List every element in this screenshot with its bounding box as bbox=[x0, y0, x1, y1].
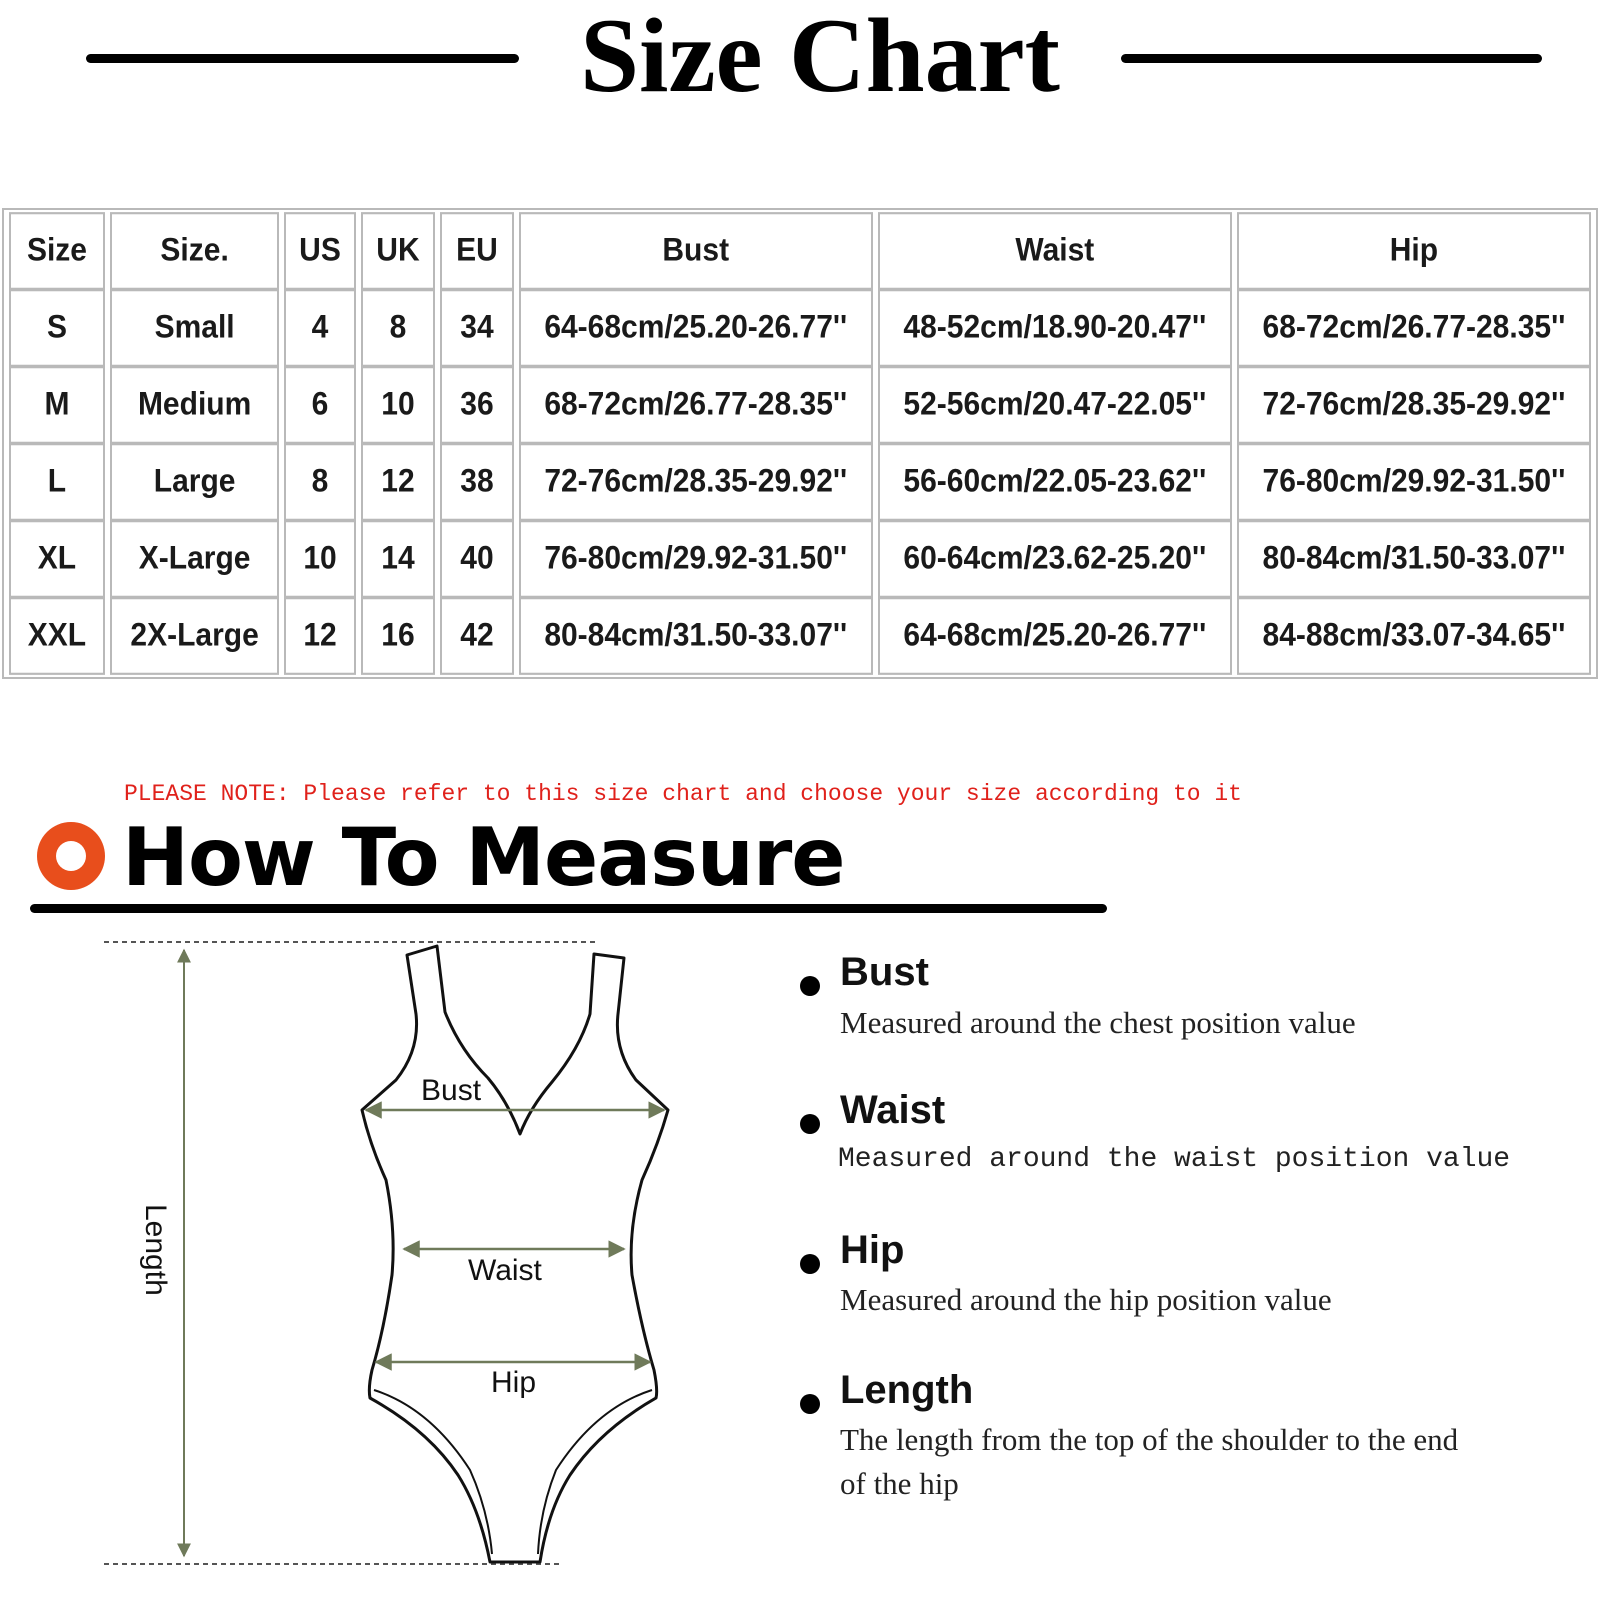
table-row bbox=[9, 600, 1591, 672]
table-cell: 80-84cm/31.50-33.07'' bbox=[1237, 520, 1591, 598]
bodysuit-illustration bbox=[0, 930, 760, 1600]
table-cell: 10 bbox=[284, 520, 355, 598]
ring-bullet-icon bbox=[37, 822, 105, 890]
table-cell: 68-72cm/26.77-28.35'' bbox=[519, 366, 873, 444]
table-cell: 52-56cm/20.47-22.05'' bbox=[878, 366, 1232, 444]
table-cell: 80-84cm/31.50-33.07'' bbox=[519, 597, 873, 675]
table-cell: 6 bbox=[284, 366, 355, 444]
bullet-icon bbox=[800, 1114, 820, 1134]
table-cell: 2X-Large bbox=[110, 597, 279, 675]
table-cell: 10 bbox=[361, 366, 435, 444]
table-cell: 12 bbox=[361, 443, 435, 521]
table-cell: X-Large bbox=[110, 520, 279, 598]
table-cell: 72-76cm/28.35-29.92'' bbox=[519, 443, 873, 521]
table-cell: M bbox=[9, 366, 105, 444]
left-leg-line bbox=[374, 1390, 492, 1554]
table-cell: Small bbox=[110, 289, 279, 367]
definition-term: Hip bbox=[840, 1228, 905, 1272]
bullet-icon bbox=[800, 1254, 820, 1274]
table-cell: 34 bbox=[440, 289, 513, 367]
table-row bbox=[9, 292, 1591, 364]
table-cell: 14 bbox=[361, 520, 435, 598]
header-eu: EU bbox=[440, 212, 513, 290]
definition-description: Measured around the waist position value bbox=[838, 1144, 1511, 1175]
table-header-row bbox=[9, 215, 1591, 287]
table-cell: 56-60cm/22.05-23.62'' bbox=[878, 443, 1232, 521]
table-cell: S bbox=[9, 289, 105, 367]
table-cell: 76-80cm/29.92-31.50'' bbox=[1237, 443, 1591, 521]
definition-term: Length bbox=[840, 1368, 974, 1412]
size-note: PLEASE NOTE: Please refer to this size chart and choose your size according to it bbox=[124, 781, 1242, 807]
measurement-diagram bbox=[0, 930, 760, 1600]
header-waist: Waist bbox=[878, 212, 1232, 290]
table-cell: 64-68cm/25.20-26.77'' bbox=[878, 597, 1232, 675]
diagram-label-length: Length bbox=[139, 1204, 172, 1296]
header-size: Size bbox=[9, 212, 105, 290]
table-cell: 84-88cm/33.07-34.65'' bbox=[1237, 597, 1591, 675]
definition-description: The length from the top of the shoulder to the end of the hip bbox=[840, 1422, 1459, 1501]
table-cell: 76-80cm/29.92-31.50'' bbox=[519, 520, 873, 598]
title-rule-right bbox=[1121, 54, 1542, 63]
table-cell: 48-52cm/18.90-20.47'' bbox=[878, 289, 1232, 367]
table-cell: 12 bbox=[284, 597, 355, 675]
table-cell: 8 bbox=[284, 443, 355, 521]
diagram-label-waist: Waist bbox=[468, 1254, 542, 1287]
table-cell: 40 bbox=[440, 520, 513, 598]
header-hip: Hip bbox=[1237, 212, 1591, 290]
definition-term: Waist bbox=[840, 1088, 946, 1132]
table-row bbox=[9, 369, 1591, 441]
table-cell: 16 bbox=[361, 597, 435, 675]
table-row bbox=[9, 446, 1591, 518]
how-to-measure-title: How To Measure bbox=[122, 811, 845, 904]
title-rule-left bbox=[86, 54, 519, 63]
bullet-icon bbox=[800, 1394, 820, 1414]
header-bust: Bust bbox=[519, 212, 873, 290]
table-cell: 4 bbox=[284, 289, 355, 367]
header-us: US bbox=[284, 212, 355, 290]
table-cell: 68-72cm/26.77-28.35'' bbox=[1237, 289, 1591, 367]
table-cell: 42 bbox=[440, 597, 513, 675]
table-cell: Large bbox=[110, 443, 279, 521]
bullet-icon bbox=[800, 976, 820, 996]
measurement-definitions bbox=[795, 950, 1595, 1550]
how-to-measure-rule bbox=[30, 904, 1107, 913]
header-uk: UK bbox=[361, 212, 435, 290]
table-cell: L bbox=[9, 443, 105, 521]
size-chart-table bbox=[2, 208, 1598, 679]
right-leg-line bbox=[538, 1390, 652, 1554]
header-size-name: Size. bbox=[110, 212, 279, 290]
table-cell: XXL bbox=[9, 597, 105, 675]
table-cell: 38 bbox=[440, 443, 513, 521]
table-cell: Medium bbox=[110, 366, 279, 444]
table-cell: 36 bbox=[440, 366, 513, 444]
definition-description: Measured around the hip position value bbox=[840, 1282, 1332, 1317]
diagram-label-bust: Bust bbox=[421, 1074, 482, 1107]
title-bar bbox=[0, 0, 1600, 120]
table-cell: XL bbox=[9, 520, 105, 598]
definition-description: Measured around the chest position value bbox=[840, 1005, 1356, 1040]
table-row bbox=[9, 523, 1591, 595]
table-cell: 8 bbox=[361, 289, 435, 367]
definition-term: Bust bbox=[840, 950, 929, 994]
page-title: Size Chart bbox=[580, 0, 1060, 114]
table-cell: 72-76cm/28.35-29.92'' bbox=[1237, 366, 1591, 444]
table-cell: 64-68cm/25.20-26.77'' bbox=[519, 289, 873, 367]
table-cell: 60-64cm/23.62-25.20'' bbox=[878, 520, 1232, 598]
diagram-label-hip: Hip bbox=[491, 1366, 537, 1399]
